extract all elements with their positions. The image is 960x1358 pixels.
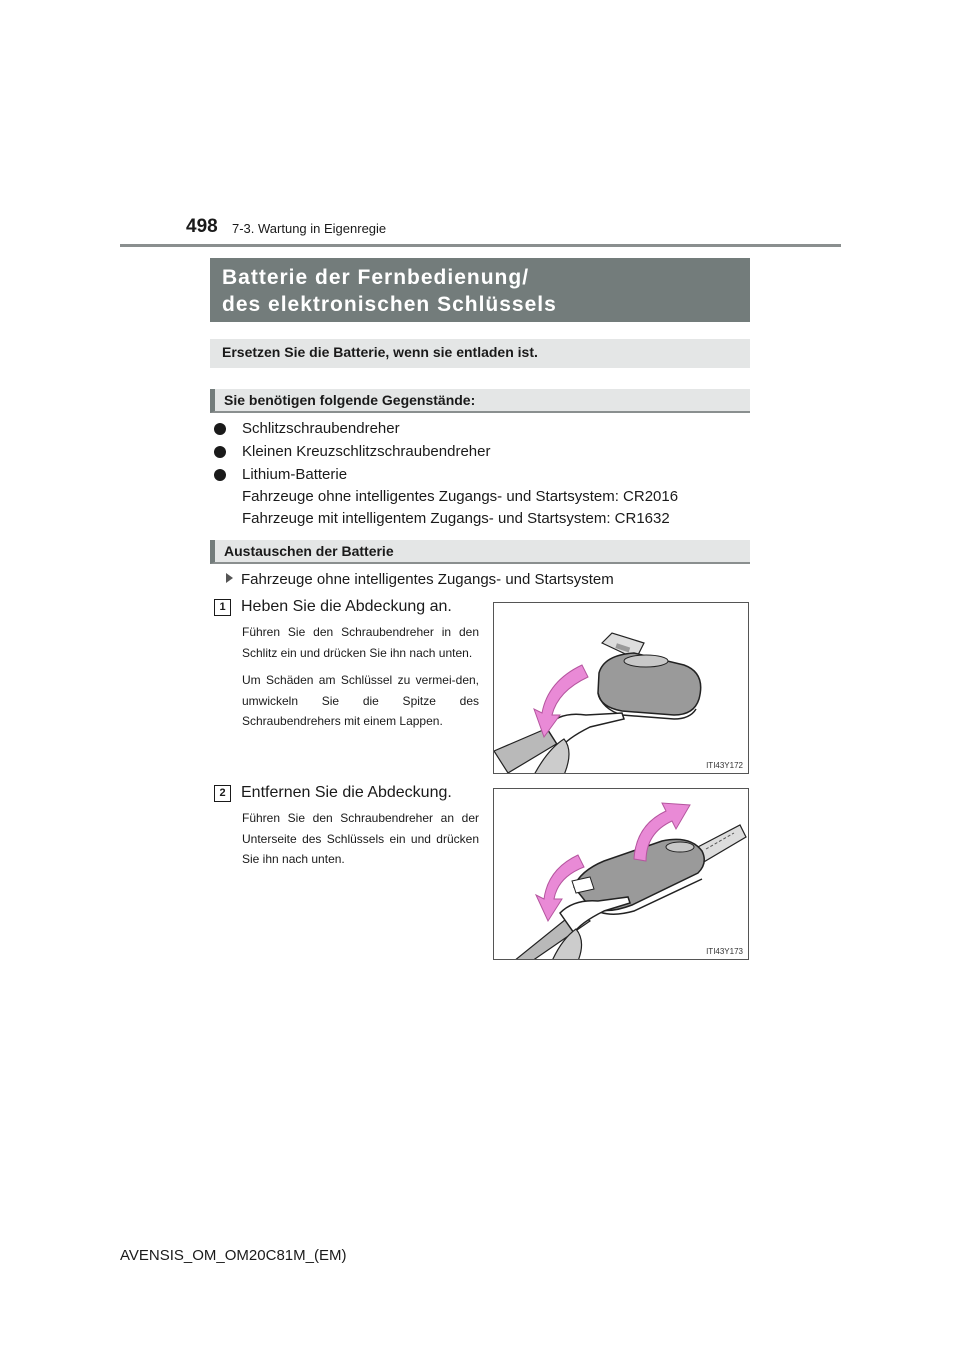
step-description: [242, 808, 479, 877]
page-title-line-2: des elektronischen Schlüssels: [222, 293, 557, 316]
list-item: [214, 418, 754, 440]
vehicle-variant-note: [226, 571, 614, 588]
step-description: [242, 622, 479, 739]
step-illustration: [493, 602, 749, 774]
bullet-icon: [214, 423, 226, 435]
step-title: Entfernen Sie die Abdeckung.: [241, 784, 452, 801]
intro-text: Ersetzen Sie die Batterie, wenn sie entladen ist.: [210, 339, 750, 368]
illustration-code: ITI43Y172: [706, 761, 743, 770]
step-number: 2: [214, 785, 231, 802]
items-list: [214, 418, 754, 531]
triangle-marker-icon: [226, 573, 233, 583]
step-paragraph: Führen Sie den Schraubendreher an der Unterseite des Schlüssels ein und drücken Sie ihn nach unten.: [242, 811, 479, 866]
replace-heading: Austauschen der Batterie: [210, 540, 750, 564]
illustration-code: ITI43Y173: [706, 947, 743, 956]
list-item-text: Kleinen Kreuzschlitzschraubendreher: [242, 443, 491, 460]
list-item: [214, 464, 754, 530]
key-body: [598, 653, 701, 719]
items-heading: Sie benötigen folgende Gegenstände:: [210, 389, 750, 413]
document-footer: AVENSIS_OM_OM20C81M_(EM): [120, 1247, 347, 1264]
header-divider: [120, 244, 841, 247]
list-item-text: Schlitzschraubendreher: [242, 420, 400, 437]
list-item-text: Lithium-Batterie: [242, 466, 348, 483]
step-paragraph: Um Schäden am Schlüssel zu vermei-den, umwickeln Sie die Spitze des Schraubendrehers mit einem Lappen.: [242, 673, 479, 728]
bullet-icon: [214, 446, 226, 458]
page-number: 498: [186, 216, 218, 237]
step-illustration: [493, 788, 749, 960]
vehicle-variant-text: Fahrzeuge ohne intelligentes Zugangs- und Startsystem: [241, 571, 614, 588]
key-cover-remove-illustration: [494, 789, 749, 960]
step-title: Heben Sie die Abdeckung an.: [241, 598, 452, 615]
battery-type-note: Fahrzeuge ohne intelligentes Zugangs- und Startsystem: CR2016: [242, 488, 679, 505]
step-number: 1: [214, 599, 231, 616]
list-item: [214, 441, 754, 463]
section-reference: 7-3. Wartung in Eigenregie: [232, 221, 387, 236]
step-paragraph: Führen Sie den Schraubendreher in den Schlitz ein und drücken Sie ihn nach unten.: [242, 625, 479, 660]
battery-type-note: Fahrzeuge mit intelligentem Zugangs- und Startsystem: CR1632: [242, 510, 670, 527]
page-title: [210, 258, 750, 322]
key-cover-lift-illustration: [494, 603, 749, 774]
bullet-icon: [214, 469, 226, 481]
screwdriver: [514, 897, 630, 960]
screwdriver: [494, 713, 624, 774]
page-title-line-1: Batterie der Fernbedienung/: [222, 266, 530, 289]
